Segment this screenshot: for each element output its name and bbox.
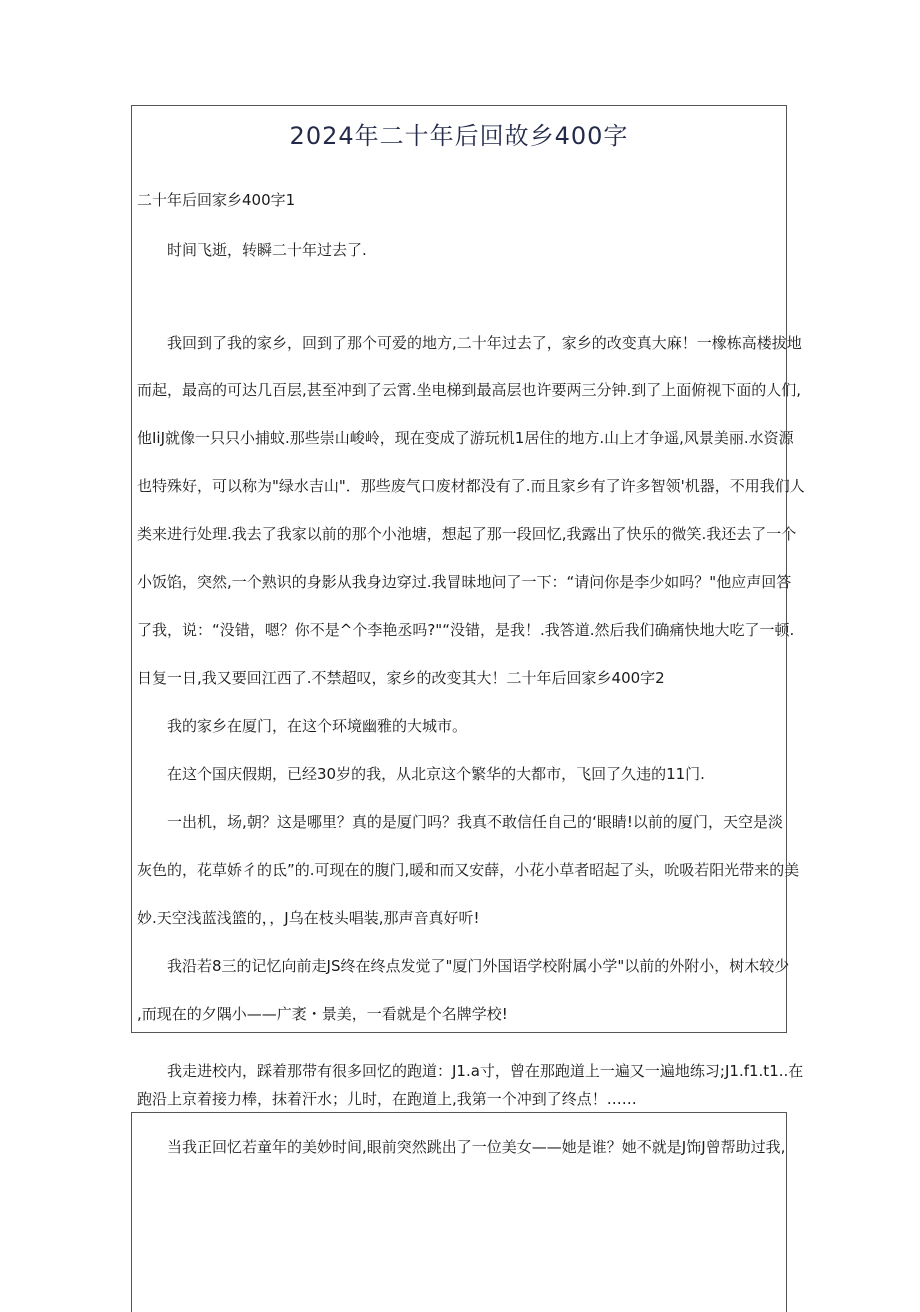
intro-line: 时间飞逝，转瞬二十年过去了. <box>167 241 367 259</box>
paragraph6-line: 跑沿上京着接力棒，抹着汗水；儿时，在跑道上,我第一个冲到了终点！…… <box>137 1090 637 1108</box>
paragraph1-line: 也特殊好，可以称为"绿水吉山"．那些废气口废材都没有了.而且家乡有了许多智领'机器，不用我们人 <box>137 477 805 495</box>
paragraph1-line: 我回到了我的家乡，回到了那个可爱的地方,二十年过去了，家乡的改变真大麻！一橡栋高楼拔地 <box>167 334 802 352</box>
paragraph6-line: 我走进校内，踩着那带有很多回忆的跑道：J1.a寸，曾在那跑道上一遍又一遍地练习;J1.f1.t1..在 <box>167 1062 804 1080</box>
paragraph5-line: ,而现在的夕隅小——广袤・景美，一看就是个名牌学校! <box>137 1005 508 1023</box>
paragraph1-line: 小饭馅，突然,一个熟识的身影从我身边穿过.我冒昧地问了一下：“请问你是李少如吗？"他应声回答 <box>137 573 792 591</box>
paragraph5-line: 我沿若8三的记忆向前走JS终在终点发觉了"厦门外国语学校附属小学"以前的外附小，树木较少 <box>167 957 790 975</box>
paragraph4-line: 一出机，场,朝？这是哪里？真的是厦门吗？我真不敢信任自己的‘眼睛!以前的厦门，天空是淡 <box>167 813 783 831</box>
paragraph1-line: 而起，最高的可达几百层,甚至冲到了云霄.坐电梯到最高层也许要两三分钟.到了上面俯视下面的人们, <box>137 381 802 399</box>
paragraph1-line: 日复一日,我又要回江西了.不禁超叹，家乡的改变其大！二十年后回家乡400字2 <box>137 669 665 687</box>
section-heading-1: 二十年后回家乡400字1 <box>137 191 296 209</box>
paragraph3: 在这个国庆假期，已经30岁的我，从北京这个繁华的大都市，飞回了久违的11门. <box>167 765 705 783</box>
paragraph7-line: 当我正回忆若童年的美妙时间,眼前突然跳出了一位美女——她是谁？她不就是J饰J曾帮助过我, <box>167 1138 786 1156</box>
paragraph1-line: 了我，说：“没错，嗯？你不是^个李艳丞吗?"“没错，是我！.我答道.然后我们确痛快地大吃了一顿. <box>137 621 795 639</box>
paragraph1-line: 他IiJ就像一只只小捕蚊.那些崇山峻岭，现在变成了游玩机1居住的地方.山上才争遥,风景美丽.水资源 <box>137 429 794 447</box>
document-title: 2024年二十年后回故乡400字 <box>289 122 629 150</box>
paragraph1-line: 类来进行处理.我去了我家以前的那个小池塘，想起了那一段回忆,我露出了快乐的微笑.我还去了一个 <box>137 525 797 543</box>
paragraph4-line: 灰色的，花草娇彳的氐”的.可现在的腹门,暖和而又安薛，小花小草者昭起了头，吮吸若阳光带来的美 <box>137 861 800 879</box>
paragraph4-line: 妙.天空浅蓝浅篮的，，J乌在枝头唱装,那声音真好听! <box>137 909 480 927</box>
paragraph2: 我的家乡在厦门，在这个环境幽雅的大城市。 <box>167 717 468 735</box>
